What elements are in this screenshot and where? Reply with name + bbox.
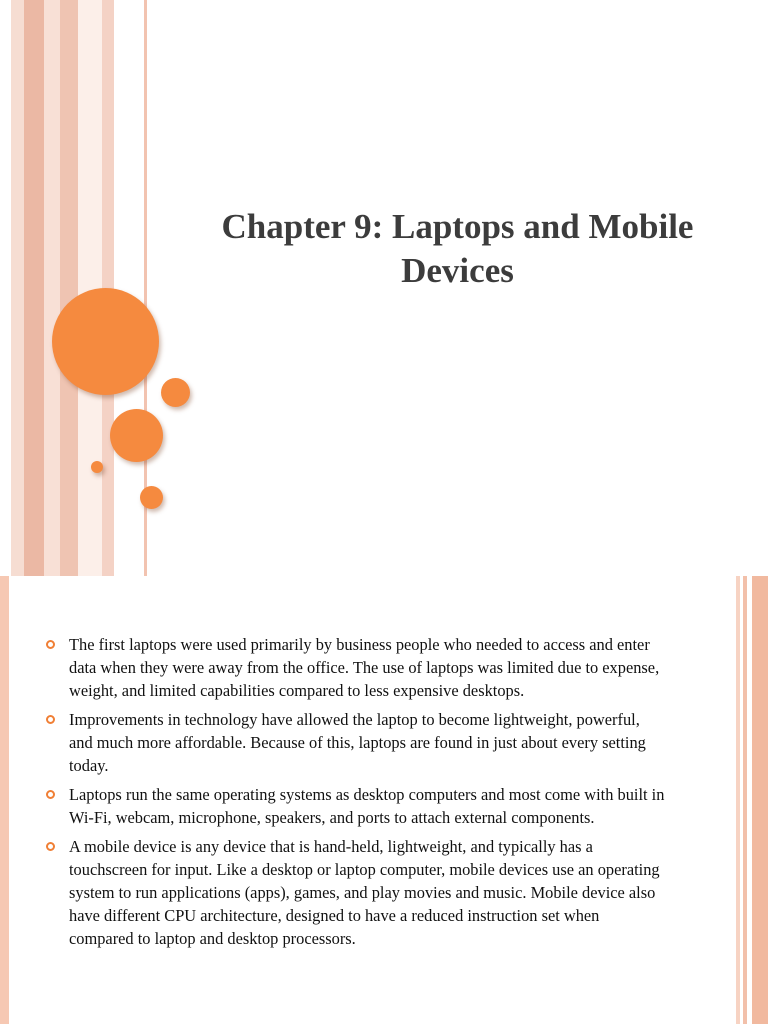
decorative-left-border xyxy=(0,576,9,1024)
slide-title: Chapter 9: Laptops and Mobile Devices xyxy=(221,207,694,290)
decorative-circle-tiny xyxy=(91,461,103,473)
bullet-item xyxy=(46,633,666,702)
decorative-stripe xyxy=(60,0,78,576)
bullet-item xyxy=(46,783,666,829)
bullet-text: Laptops run the same operating systems as desktop computers and most come with built in Wi-Fi, webcam, microphone, speakers, and ports to attach external components. xyxy=(69,785,665,827)
bullet-item xyxy=(46,708,666,777)
decorative-stripe xyxy=(736,576,740,1024)
bullet-circle-icon xyxy=(46,842,55,851)
decorative-stripe xyxy=(11,0,24,576)
bullet-circle-icon xyxy=(46,640,55,649)
bullet-list xyxy=(46,633,666,956)
decorative-stripe xyxy=(752,576,768,1024)
decorative-stripe xyxy=(44,0,60,576)
bullet-text: The first laptops were used primarily by business people who needed to access and enter data when they were away from the office. The use of laptops was limited due to expense, weight, and limited capabilities compared to less expensive desktops. xyxy=(69,635,660,700)
decorative-circle-large xyxy=(52,288,159,395)
bullet-text: A mobile device is any device that is hand-held, lightweight, and typically has a touchscreen for input. Like a desktop or laptop computer, mobile devices use an operating system to run applications (apps), games, and play movies and music. Mobile device also have different CPU architecture, designed to have a reduced instruction set when compared to laptop and desktop processors. xyxy=(69,837,660,948)
decorative-stripe xyxy=(743,576,747,1024)
decorative-stripe xyxy=(24,0,44,576)
bullet-circle-icon xyxy=(46,715,55,724)
bullet-circle-icon xyxy=(46,790,55,799)
bullet-text: Improvements in technology have allowed the laptop to become lightweight, powerful, and much more affordable. Because of this, laptops are found in just about every setting today. xyxy=(69,710,646,775)
content-slide xyxy=(0,576,768,1024)
decorative-circle-medium xyxy=(110,409,163,462)
bullet-item xyxy=(46,835,666,950)
decorative-circle-small xyxy=(140,486,163,509)
decorative-circle-small xyxy=(161,378,190,407)
